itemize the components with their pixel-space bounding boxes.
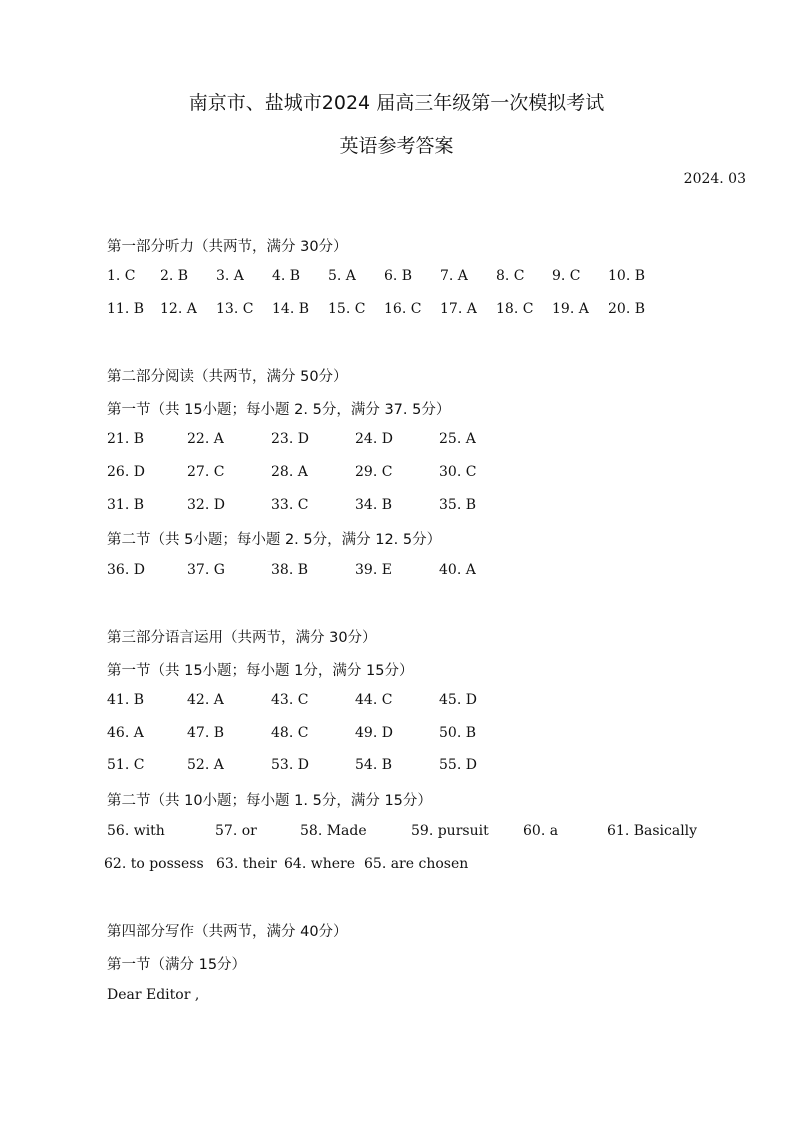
part2-heading: 第二部分阅读（共两节，满分 50分）	[107, 369, 348, 385]
answer-item: 40. A	[439, 562, 476, 578]
answer-item: 36. D	[107, 562, 145, 578]
answer-item: 15. C	[328, 301, 366, 317]
answer-item: 57. or	[215, 823, 257, 839]
answer-item: 61. Basically	[607, 823, 698, 839]
answer-item: 46. A	[107, 725, 144, 741]
answer-key-subtitle: 英语参考答案	[339, 135, 454, 157]
answer-item: 38. B	[271, 562, 309, 578]
answer-item: 26. D	[107, 464, 145, 480]
answer-item: 39. E	[355, 562, 392, 578]
answer-item: 52. A	[187, 757, 224, 773]
answer-item: 34. B	[355, 497, 393, 513]
answer-item: 3. A	[216, 268, 244, 284]
answer-item: 16. C	[384, 301, 422, 317]
answer-item: 19. A	[552, 301, 589, 317]
answer-item: 42. A	[187, 692, 224, 708]
answer-item: 22. A	[187, 431, 224, 447]
answer-item: 65. are chosen	[364, 856, 469, 872]
answer-item: 58. Made	[300, 823, 367, 839]
answer-item: 17. A	[440, 301, 477, 317]
answer-item: 49. D	[355, 725, 393, 741]
answer-item: 43. C	[271, 692, 309, 708]
answer-item: 64. where	[284, 856, 355, 872]
answer-item: 6. B	[384, 268, 413, 284]
answer-item: 12. A	[160, 301, 197, 317]
answer-item: 1. C	[107, 268, 136, 284]
answer-item: 24. D	[355, 431, 393, 447]
answer-item: 10. B	[608, 268, 646, 284]
answer-item: 48. C	[271, 725, 309, 741]
answer-item: 28. A	[271, 464, 308, 480]
answer-item: 27. C	[187, 464, 225, 480]
answer-item: 18. C	[496, 301, 534, 317]
part3-section1-heading: 第一节（共 15小题；每小题 1分，满分 15分）	[107, 663, 414, 679]
answer-item: 63. their	[216, 856, 277, 872]
answer-item: 59. pursuit	[411, 823, 489, 839]
answer-item: 44. C	[355, 692, 393, 708]
answer-item: 41. B	[107, 692, 145, 708]
exam-date: 2024. 03	[683, 171, 746, 187]
answer-item: 45. D	[439, 692, 477, 708]
answer-item: 8. C	[496, 268, 525, 284]
answer-item: 29. C	[355, 464, 393, 480]
answer-item: 53. D	[271, 757, 309, 773]
answer-item: 14. B	[272, 301, 310, 317]
answer-item: 54. B	[355, 757, 393, 773]
answer-item: 32. D	[187, 497, 225, 513]
part3-heading: 第三部分语言运用（共两节，满分 30分）	[107, 630, 377, 646]
answer-item: 13. C	[216, 301, 254, 317]
answer-item: 23. D	[271, 431, 309, 447]
answer-item: 30. C	[439, 464, 477, 480]
answer-item: 21. B	[107, 431, 145, 447]
part4-section1-heading: 第一节（满分 15分）	[107, 957, 247, 973]
answer-item: 50. B	[439, 725, 477, 741]
letter-salutation: Dear Editor ,	[107, 987, 200, 1003]
part2-section1-heading: 第一节（共 15小题；每小题 2. 5分，满分 37. 5分）	[107, 402, 451, 418]
answer-item: 20. B	[608, 301, 646, 317]
answer-item: 35. B	[439, 497, 477, 513]
answer-item: 25. A	[439, 431, 476, 447]
answer-item: 7. A	[440, 268, 468, 284]
answer-item: 33. C	[271, 497, 309, 513]
answer-item: 37. G	[187, 562, 225, 578]
answer-item: 31. B	[107, 497, 145, 513]
answer-item: 56. with	[107, 823, 165, 839]
answer-item: 11. B	[107, 301, 145, 317]
part1-heading: 第一部分听力（共两节，满分 30分）	[107, 239, 348, 255]
answer-item: 55. D	[439, 757, 477, 773]
exam-title: 南京市、盐城市2024 届高三年级第一次模拟考试	[188, 92, 605, 114]
answer-item: 47. B	[187, 725, 225, 741]
answer-item: 9. C	[552, 268, 581, 284]
answer-item: 4. B	[272, 268, 301, 284]
part4-heading: 第四部分写作（共两节，满分 40分）	[107, 924, 348, 940]
answer-item: 5. A	[328, 268, 356, 284]
part2-section2-heading: 第二节（共 5小题；每小题 2. 5分，满分 12. 5分）	[107, 532, 442, 548]
answer-item: 62. to possess	[104, 856, 204, 872]
answer-item: 51. C	[107, 757, 145, 773]
answer-item: 60. a	[523, 823, 559, 839]
part3-section2-heading: 第二节（共 10小题；每小题 1. 5分，满分 15分）	[107, 793, 432, 809]
answer-item: 2. B	[160, 268, 189, 284]
